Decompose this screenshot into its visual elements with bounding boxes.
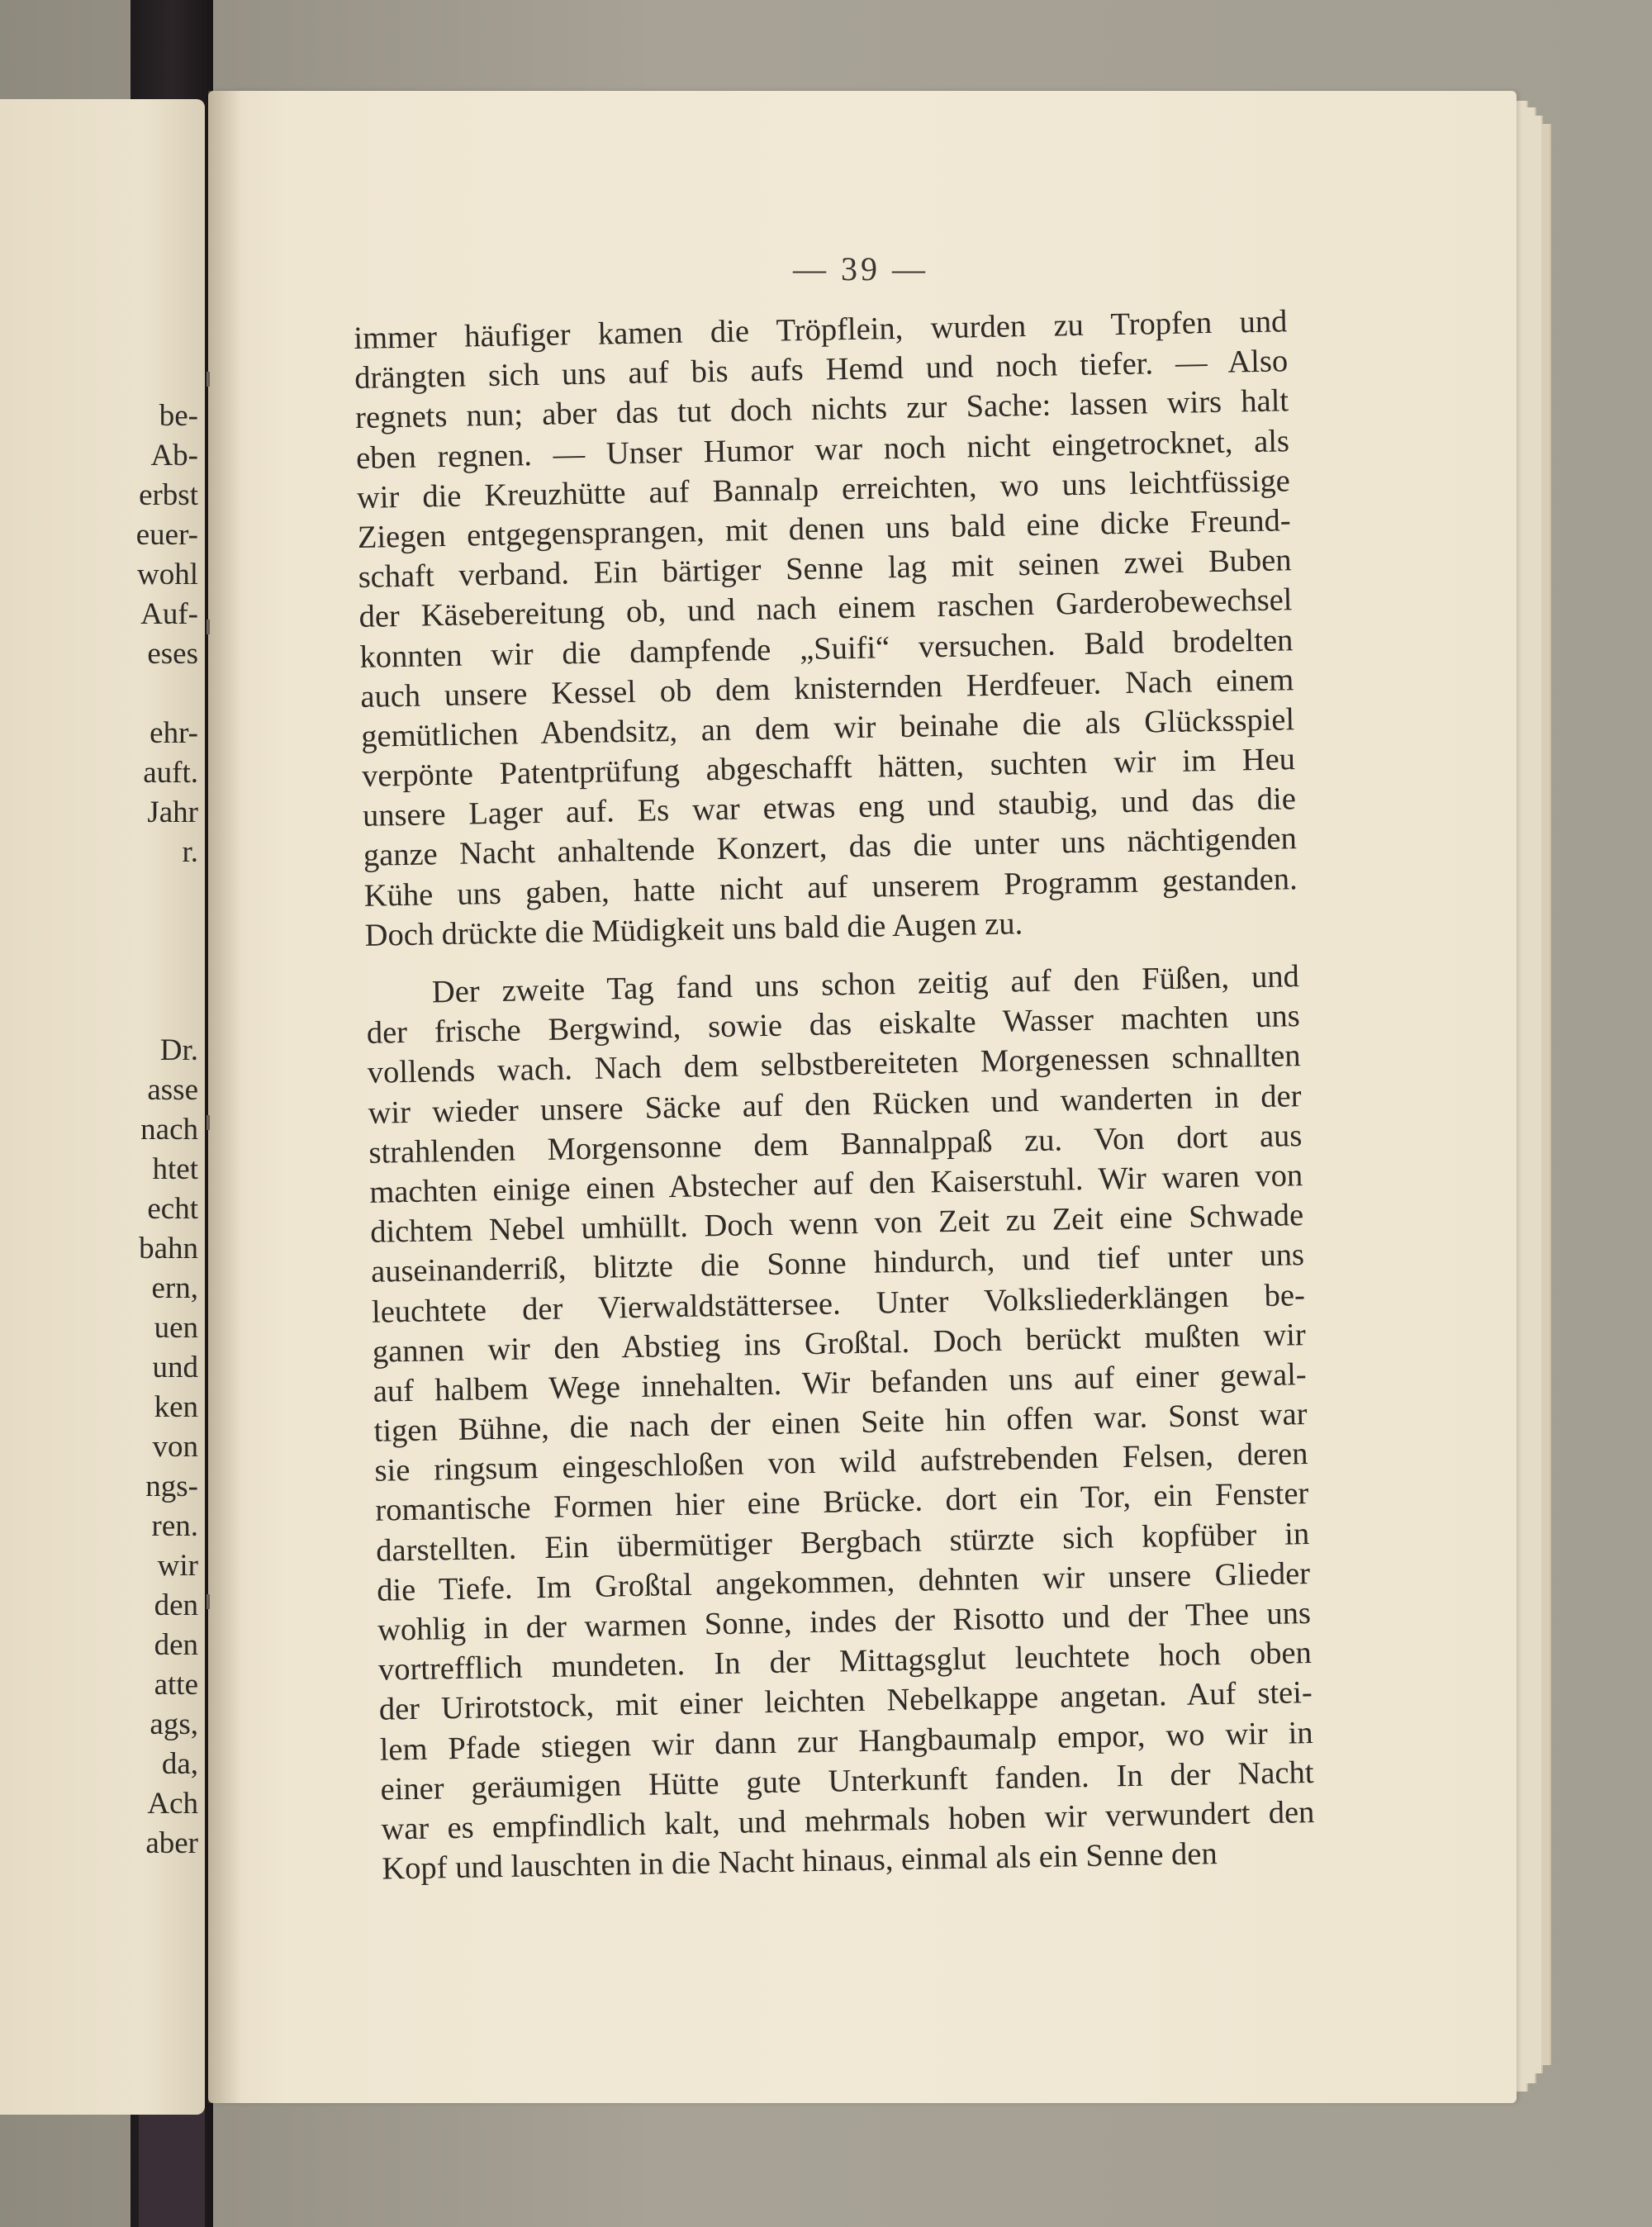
text-line: wir wieder unsere Säcke auf den Rücken und wanderten in der [368, 1078, 1302, 1131]
previous-page-fragment: htet [152, 1152, 198, 1186]
text-line: romantische Formen hier eine Brücke. dort ein Tor, ein Fenster [375, 1476, 1309, 1529]
previous-page-fragment: eses [147, 637, 198, 671]
text-line: der Käsebereitung ob, und nach einem raschen Garderobewechsel [358, 582, 1293, 635]
previous-page-fragment: ehr- [150, 716, 198, 750]
previous-page-fragment: asse [147, 1073, 198, 1107]
previous-page-fragment [136, 872, 198, 912]
text-line: sie ringsum eingeschloßen von wild aufstrebenden Felsen, deren [374, 1436, 1308, 1489]
previous-page-fragment: wohl [137, 558, 198, 591]
previous-page-fragment: ren. [151, 1509, 198, 1543]
previous-page-fragment [136, 991, 198, 1031]
previous-page-fragment: be- [159, 399, 198, 433]
text-line: wir die Kreuzhütte auf Bannalp erreichten, wo uns leichtfüssige [356, 463, 1291, 515]
previous-page-fragment: Auf- [140, 597, 198, 631]
previous-page-fragment: ken [154, 1390, 198, 1424]
text-line: machten einige einen Abstecher auf den Kaiserstuhl. Wir waren von [369, 1158, 1303, 1210]
text-line: regnets nun; aber das tut doch nichts zur Sache: lassen wirs halt [354, 383, 1289, 436]
text-line: eben regnen. — Unser Humor war noch nicht eingetrocknet, als [355, 423, 1290, 476]
previous-page-fragment: ags, [150, 1707, 198, 1741]
paragraph-2 [366, 957, 1316, 1889]
text-line: verpönte Patentprüfung abgeschafft hätten, suchten wir im Heu [361, 742, 1296, 794]
text-line: strahlenden Morgensonne dem Bannalppaß zu. Von dort aus [368, 1118, 1303, 1170]
previous-page-fragment: ern, [151, 1271, 198, 1305]
previous-page-fragment [136, 952, 198, 991]
page-number: — 39 — [793, 250, 928, 287]
text-line: vollends wach. Nach dem selbstbereiteten Morgenessen schnallten [367, 1038, 1301, 1091]
text-line: die Tiefe. Im Großtal angekommen, dehnten wir unsere Glieder [376, 1555, 1311, 1608]
previous-page-text-fragments [136, 396, 198, 1864]
text-line: wohlig in der warmen Sonne, indes der Risotto und der Thee uns [377, 1596, 1312, 1648]
text-line: auch unsere Kessel ob dem knisternden Herdfeuer. Nach einem [360, 662, 1294, 715]
text-line: einer geräumigen Hütte gute Unterkunft fanden. In der Nacht [380, 1755, 1314, 1807]
book-page [208, 91, 1517, 2103]
previous-page-fragment: echt [147, 1192, 198, 1226]
previous-page-fragment: Jahr [147, 795, 198, 829]
binding-mark [206, 1115, 210, 1130]
text-line: gannen wir den Abstieg ins Großtal. Doch berückt mußten wir [372, 1317, 1307, 1370]
text-line: der frische Bergwind, sowie das eiskalte Wasser machten uns [366, 999, 1301, 1052]
previous-page-fragment: und [152, 1351, 198, 1384]
text-line: vortrefflich mundeten. In der Mittagsglut leuchtete hoch oben [377, 1636, 1313, 1688]
previous-page-fragment: auft. [143, 756, 198, 790]
previous-page-fragment: ngs- [145, 1470, 198, 1503]
text-line: schaft verband. Ein bärtiger Senne lag mit seinen zwei Buben [358, 543, 1292, 596]
previous-page-fragment: von [152, 1430, 198, 1464]
previous-page-fragment: Ab- [150, 439, 198, 472]
text-line: Doch drückte die Müdigkeit uns bald die Augen zu. [364, 906, 1023, 953]
binding-mark [206, 372, 210, 387]
previous-page-fragment: Dr. [159, 1033, 198, 1067]
text-line: auf halbem Wege innehalten. Wir befanden uns auf einer gewal- [373, 1356, 1307, 1409]
previous-page-fragment: bahn [139, 1232, 198, 1265]
text-line: drängten sich uns auf bis aufs Hemd und noch tiefer. — Also [354, 344, 1289, 396]
binding-mark [206, 1594, 210, 1609]
text-line: Ziegen entgegensprangen, mit denen uns bald eine dicke Freund- [357, 503, 1292, 555]
text-line: tigen Bühne, die nach der einen Seite hin offen war. Sonst war [373, 1397, 1308, 1449]
text-line: immer häufiger kamen die Tröpflein, wurden zu Tropfen und [354, 304, 1288, 356]
text-line: Kopf und lauschten in die Nacht hinaus, einmal als ein Senne den [382, 1836, 1218, 1887]
previous-page-fragment: aber [145, 1826, 198, 1860]
previous-page-fragment: uen [154, 1311, 198, 1345]
text-line: der Urirotstock, mit einer leichten Nebelkappe angetan. Auf stei- [378, 1675, 1313, 1728]
previous-page-fragment: euer- [135, 518, 198, 552]
previous-page-fragment: da, [161, 1747, 198, 1781]
page-edge [1541, 124, 1551, 2065]
previous-page-fragment: erbst [139, 478, 198, 512]
previous-page [0, 99, 205, 2115]
previous-page-fragment: wir [157, 1549, 198, 1583]
text-line: gemütlichen Abendsitz, an dem wir beinahe die als Glücksspiel [360, 702, 1295, 754]
page-body-text [354, 302, 1316, 1889]
text-line: lem Pfade stiegen wir dann zur Hangbaumalp empor, wo wir in [379, 1715, 1313, 1768]
previous-page-fragment: atte [154, 1668, 198, 1702]
previous-page-fragment: r. [182, 835, 198, 869]
previous-page-fragment: nach [140, 1113, 198, 1147]
text-line: Der zweite Tag fand uns schon zeitig auf den Füßen, und [431, 959, 1300, 1010]
text-line: auseinanderriß, blitzte die Sonne hindurch, und tief unter uns [370, 1237, 1305, 1290]
text-line: dichtem Nebel umhüllt. Doch wenn von Zeit zu Zeit eine Schwade [369, 1198, 1304, 1250]
text-line: leuchtete der Vierwaldstättersee. Unter Volksliederklängen be- [371, 1277, 1306, 1330]
previous-page-fragment: den [154, 1588, 198, 1622]
paragraph-1 [354, 302, 1298, 956]
text-line: ganze Nacht anhaltende Konzert, das die unter uns nächtigenden [363, 821, 1298, 874]
text-line: Kühe uns gaben, hatte nicht auf unserem Programm gestanden. [363, 861, 1298, 914]
text-line: konnten wir die dampfende „Suifi“ versuchen. Bald brodelten [359, 622, 1294, 675]
previous-page-fragment: Ach [147, 1787, 198, 1821]
previous-page-fragment: den [154, 1628, 198, 1662]
previous-page-fragment [136, 674, 198, 714]
text-line: unsere Lager auf. Es war etwas eng und staubig, und das die [362, 781, 1297, 834]
gutter-shadow [208, 91, 241, 2103]
text-line: darstellten. Ein übermütiger Bergbach stürzte sich kopfüber in [375, 1516, 1310, 1569]
previous-page-fragment [136, 912, 198, 952]
text-line: war es empfindlich kalt, und mehrmals hoben wir verwundert den [381, 1794, 1315, 1847]
binding-mark [206, 620, 210, 634]
